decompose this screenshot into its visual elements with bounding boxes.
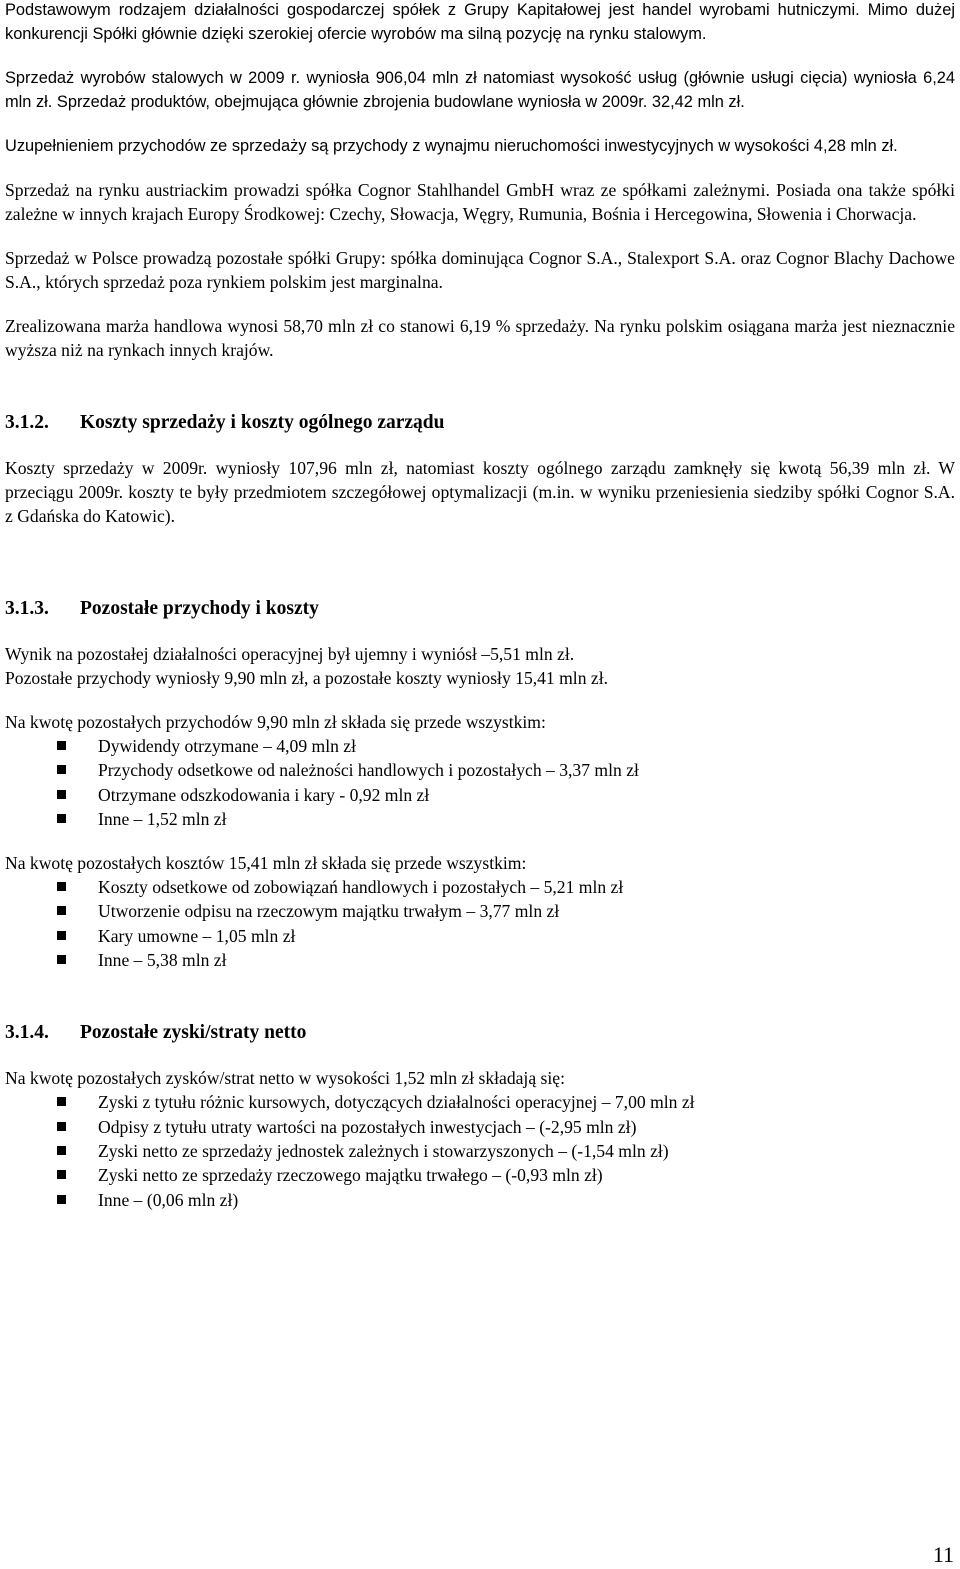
section-title: Pozostałe zyski/straty netto [80,1022,307,1044]
list-item: Utworzenie odpisu na rzeczowym majątku trwałym – 3,77 mln zł [5,899,955,923]
paragraph-main-activity: Podstawowym rodzajem działalności gospodarczej spółek z Grupy Kapitałowej jest handel wyrobami hutniczymi. Mimo dużej konkurencji Spółki głównie dzięki szerokiej ofercie wyrobów ma silną pozycję na rynku stalowym. [5,1,955,43]
bullet-icon [5,783,98,807]
list-item: Kary umowne – 1,05 mln zł [5,924,955,948]
list-item: Inne – (0,06 mln zł) [5,1188,955,1212]
list-item: Dywidendy otrzymane – 4,09 mln zł [5,734,955,758]
bullet-icon [5,875,98,899]
paragraph-trade-margin: Zrealizowana marża handlowa wynosi 58,70 mln zł co stanowi 6,19 % sprzedaży. Na rynku polskim osiągana marża jest nieznacznie wyższa niż na rynkach innych krajów. [5,316,955,360]
section-title: Pozostałe przychody i koszty [80,598,319,619]
paragraph-austria-sales: Sprzedaż na rynku austriackim prowadzi spółka Cognor Stahlhandel GmbH wraz ze spółkami zależnymi. Posiada ona także spółki zależne w innych krajach Europy Środkowej: Czechy, Słowacja, Węgry, Rumunia, Bośnia i Hercegowina, Słowenia i Chorwacja. [5,180,955,224]
section-title: Koszty sprzedaży i koszty ogólnego zarządu [80,412,445,433]
section-number: 3.1.2. [5,412,49,433]
bullet-icon [5,924,98,948]
paragraph-other-income-costs: Pozostałe przychody wyniosły 9,90 mln zł, a pozostałe koszty wyniosły 15,41 mln zł. [5,668,608,688]
section-number: 3.1.4. [5,1022,49,1044]
cost-list [5,875,955,972]
list-item: Inne – 5,38 mln zł [5,948,955,972]
list-item: Zyski z tytułu różnic kursowych, dotyczących działalności operacyjnej – 7,00 mln zł [5,1090,955,1114]
section-heading-3-1-2 [5,410,955,436]
bullet-icon [5,807,98,831]
bullet-icon [5,948,98,972]
paragraph-steel-sales: Sprzedaż wyrobów stalowych w 2009 r. wyniosła 906,04 mln zł natomiast wysokość usług (głównie usługi cięcia) wyniosła 6,24 mln zł. Sprzedaż produktów, obejmująca głównie zbrojenia budowlane wyniosła w 2009r. 32,42 mln zł. [5,69,955,111]
bullet-icon [5,1090,98,1114]
paragraph-net-gains-intro: Na kwotę pozostałych zysków/strat netto w wysokości 1,52 mln zł składają się: [5,1068,565,1089]
paragraph-poland-sales: Sprzedaż w Polsce prowadzą pozostałe spółki Grupy: spółka dominująca Cognor S.A., Stalexport S.A. oraz Cognor Blachy Dachowe S.A., których sprzedaż poza rynkiem polskim jest marginalna. [5,248,955,292]
section-number: 3.1.3. [5,598,49,619]
section-heading-3-1-3 [5,596,955,622]
paragraph-income-intro: Na kwotę pozostałych przychodów 9,90 mln zł składa się przede wszystkim: [5,712,546,732]
bullet-icon [5,899,98,923]
bullet-icon [5,1188,98,1212]
net-gains-list [5,1090,955,1211]
page-number: 11 [932,1542,954,1567]
income-list [5,734,955,831]
bullet-icon [5,1163,98,1187]
bullet-icon [5,1139,98,1163]
list-item: Zyski netto ze sprzedaży jednostek zależnych i stowarzyszonych – (-1,54 mln zł) [5,1139,955,1163]
list-item: Zyski netto ze sprzedaży rzeczowego majątku trwałego – (-0,93 mln zł) [5,1163,955,1187]
paragraph-selling-costs: Koszty sprzedaży w 2009r. wyniosły 107,96 mln zł, natomiast koszty ogólnego zarządu zamknęły się kwotą 56,39 mln zł. W przeciągu 2009r. koszty te były przedmiotem szczegółowej optymalizacji (m.in. w wyniku przeniesienia siedziby spółki Cognor S.A. z Gdańska do Katowic). [5,458,955,526]
list-item: Otrzymane odszkodowania i kary - 0,92 mln zł [5,783,955,807]
list-item: Koszty odsetkowe od zobowiązań handlowych i pozostałych – 5,21 mln zł [5,875,955,899]
paragraph-operating-result: Wynik na pozostałej działalności operacyjnej był ujemny i wyniósł –5,51 mln zł. [5,644,575,664]
paragraph-rental-income: Uzupełnieniem przychodów ze sprzedaży są przychody z wynajmu nieruchomości inwestycyjnych w wysokości 4,28 mln zł. [5,137,898,155]
list-item: Odpisy z tytułu utraty wartości na pozostałych inwestycjach – (-2,95 mln zł) [5,1115,955,1139]
section-heading-3-1-4 [5,1020,955,1046]
paragraph-cost-intro: Na kwotę pozostałych kosztów 15,41 mln zł składa się przede wszystkim: [5,853,527,874]
list-item: Przychody odsetkowe od należności handlowych i pozostałych – 3,37 mln zł [5,758,955,782]
list-item: Inne – 1,52 mln zł [5,807,955,831]
document-page [5,0,955,1212]
bullet-icon [5,758,98,782]
bullet-icon [5,734,98,758]
bullet-icon [5,1115,98,1139]
